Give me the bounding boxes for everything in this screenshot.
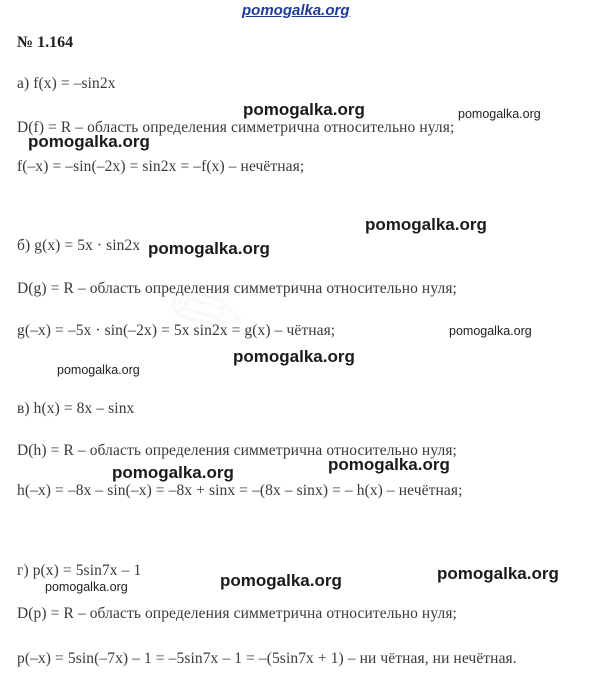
watermark: pomogalka.org [458, 107, 541, 121]
part-c-check: h(–x) = –8x – sin(–x) = –8x + sinx = –(8x – sinx) = – h(x) – нечётная; [17, 482, 463, 499]
part-d-check: p(–x) = 5sin(–7x) – 1 = –5sin7x – 1 = –(5sin7x + 1) – ни чётная, ни нечётная. [17, 650, 517, 667]
part-d-function: г) p(x) = 5sin7x – 1 [17, 562, 142, 579]
part-b-check: g(–x) = –5x · sin(–2x) = 5x sin2x = g(x) – чётная; [17, 322, 336, 339]
part-b-domain: D(g) = R – область определения симметрична относительно нуля; [17, 280, 457, 297]
watermark: pomogalka.org [437, 564, 559, 583]
watermark: pomogalka.org [233, 347, 355, 366]
part-b-function: б) g(x) = 5x · sin2x [17, 237, 141, 254]
watermark: pomogalka.org [45, 580, 128, 594]
watermark: pomogalka.org [112, 463, 234, 482]
watermark: pomogalka.org [28, 132, 150, 151]
part-a-domain: D(f) = R – область определения симметрична относительно нуля; [17, 119, 455, 136]
watermark: pomogalka.org [449, 324, 532, 338]
watermark: pomogalka.org [148, 239, 270, 258]
site-header-link[interactable]: pomogalka.org [242, 2, 350, 19]
watermark: pomogalka.org [365, 215, 487, 234]
problem-number: № 1.164 [17, 34, 74, 51]
watermark: pomogalka.org [243, 100, 365, 119]
part-c-function: в) h(x) = 8x – sinx [17, 400, 135, 417]
watermark: pomogalka.org [220, 571, 342, 590]
watermark: pomogalka.org [57, 363, 140, 377]
watermark: pomogalka.org [328, 455, 450, 474]
part-a-check: f(–x) = –sin(–2x) = sin2x = –f(x) – нечётная; [17, 158, 305, 175]
part-d-domain: D(p) = R – область определения симметрична относительно нуля; [17, 605, 457, 622]
part-a-function: а) f(x) = –sin2x [17, 75, 116, 92]
part-c-domain: D(h) = R – область определения симметрична относительно нуля; [17, 442, 457, 459]
